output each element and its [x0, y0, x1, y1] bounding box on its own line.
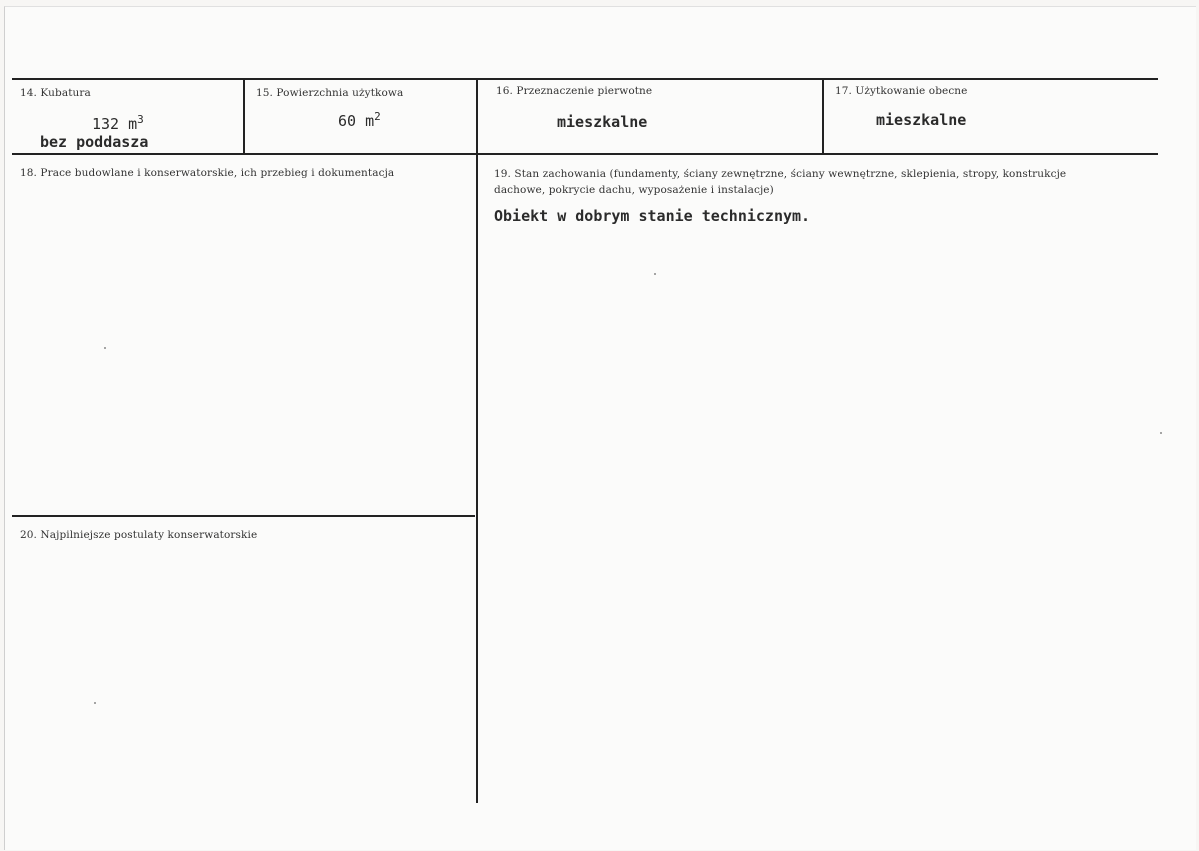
field-14-unit-exponent: 3: [137, 113, 144, 126]
field-14-value: [92, 113, 144, 133]
scan-speck: [104, 347, 106, 349]
divider-14-15: [243, 79, 245, 154]
scan-speck: [1160, 432, 1162, 434]
field-14-note: bez poddasza: [40, 133, 149, 151]
field-18-label: 18. Prace budowlane i konserwatorskie, ich przebieg i dokumentacja: [20, 167, 395, 179]
scan-speck: [654, 273, 656, 275]
field-15-label: 15. Powierzchnia użytkowa: [256, 87, 404, 99]
field-15-value: [338, 110, 381, 130]
field-15-unit-exponent: 2: [374, 110, 381, 123]
field-15-number: 60 m: [338, 112, 375, 130]
form-sheet: [4, 6, 1196, 850]
field-16-label: 16. Przeznaczenie pierwotne: [496, 85, 653, 97]
field-16-value: mieszkalne: [557, 113, 648, 131]
field-17-value: mieszkalne: [876, 111, 967, 129]
field-17-label: 17. Użytkowanie obecne: [835, 85, 968, 97]
section-divider-rule: [12, 515, 475, 517]
field-19-value: Obiekt w dobrym stanie technicznym.: [494, 207, 811, 225]
divider-16-17: [822, 79, 824, 154]
field-19-label: 19. Stan zachowania (fundamenty, ściany zewnętrzne, ściany wewnętrzne, sklepienia, stropy, konstrukcje dachowe, pokrycie dachu, wyposażenie i instalacje): [494, 168, 1067, 196]
divider-15-16: [476, 79, 478, 803]
scan-speck: [94, 702, 96, 704]
field-14-label: 14. Kubatura: [20, 87, 91, 99]
header-bottom-rule: [12, 153, 1158, 155]
top-rule: [12, 78, 1158, 80]
field-20-label: 20. Najpilniejsze postulaty konserwatorskie: [20, 529, 258, 541]
field-14-number: 132 m: [92, 115, 138, 133]
